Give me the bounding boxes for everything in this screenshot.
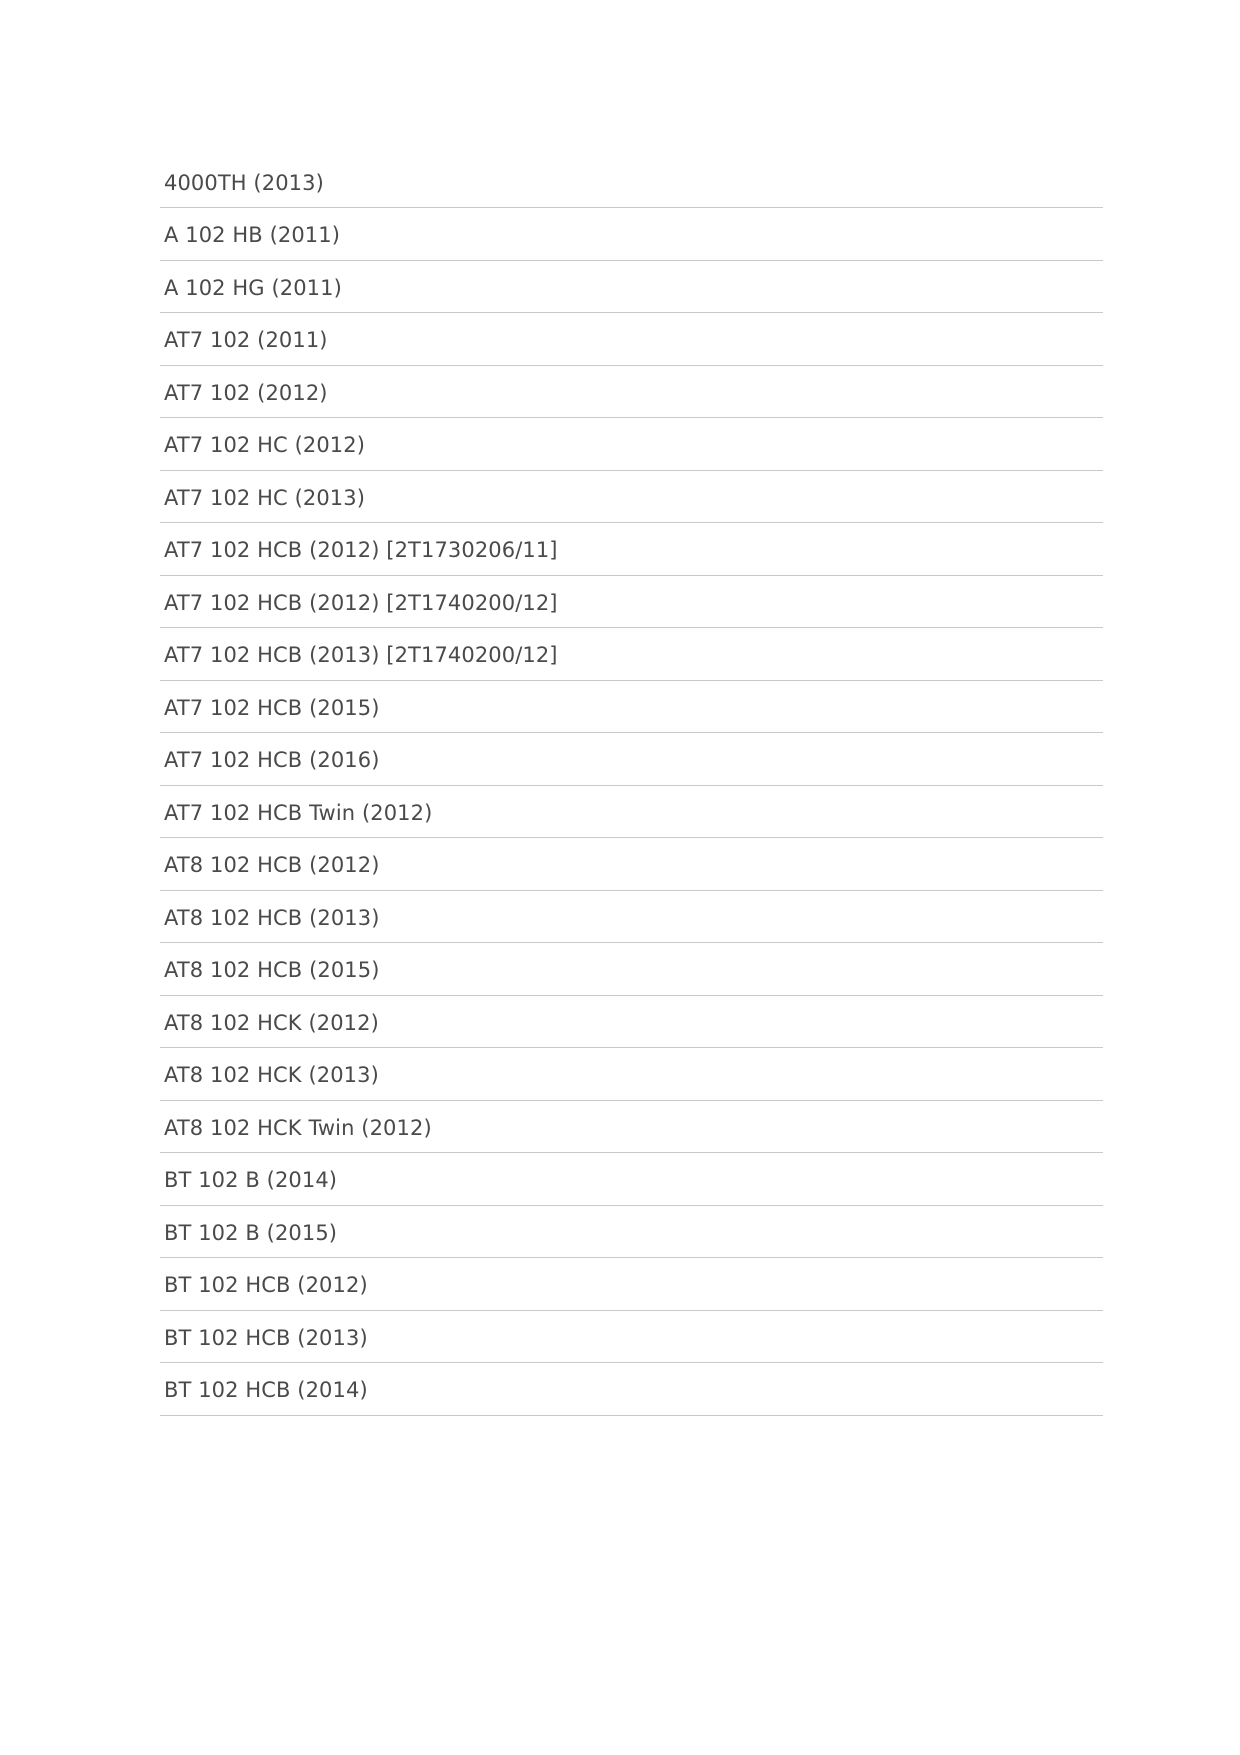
model-list-item: BT 102 B (2015) (160, 1206, 1103, 1259)
model-list-item: AT8 102 HCK (2012) (160, 996, 1103, 1049)
model-list-item: AT7 102 HCB (2012) [2T1730206/11] (160, 523, 1103, 576)
model-list-item: AT7 102 (2012) (160, 366, 1103, 419)
model-list-item: AT8 102 HCB (2015) (160, 943, 1103, 996)
model-list-item: AT7 102 HCB (2013) [2T1740200/12] (160, 628, 1103, 681)
model-list-item: AT8 102 HCB (2012) (160, 838, 1103, 891)
model-list-item: A 102 HG (2011) (160, 261, 1103, 314)
model-list-item: AT8 102 HCB (2013) (160, 891, 1103, 944)
model-list-item: AT7 102 (2011) (160, 313, 1103, 366)
model-list-item: AT7 102 HC (2013) (160, 471, 1103, 524)
model-list-item: AT8 102 HCK Twin (2012) (160, 1101, 1103, 1154)
model-list-item: AT7 102 HC (2012) (160, 418, 1103, 471)
model-list (160, 160, 1103, 1416)
model-list-item: AT8 102 HCK (2013) (160, 1048, 1103, 1101)
model-list-item: BT 102 HCB (2013) (160, 1311, 1103, 1364)
model-list-item: BT 102 HCB (2012) (160, 1258, 1103, 1311)
model-list-item: AT7 102 HCB (2015) (160, 681, 1103, 734)
model-list-item: BT 102 HCB (2014) (160, 1363, 1103, 1416)
model-list-item: AT7 102 HCB (2016) (160, 733, 1103, 786)
model-list-item: A 102 HB (2011) (160, 208, 1103, 261)
model-list-item: AT7 102 HCB Twin (2012) (160, 786, 1103, 839)
model-list-item: AT7 102 HCB (2012) [2T1740200/12] (160, 576, 1103, 629)
model-list-item: 4000TH (2013) (160, 160, 1103, 208)
model-list-item: BT 102 B (2014) (160, 1153, 1103, 1206)
